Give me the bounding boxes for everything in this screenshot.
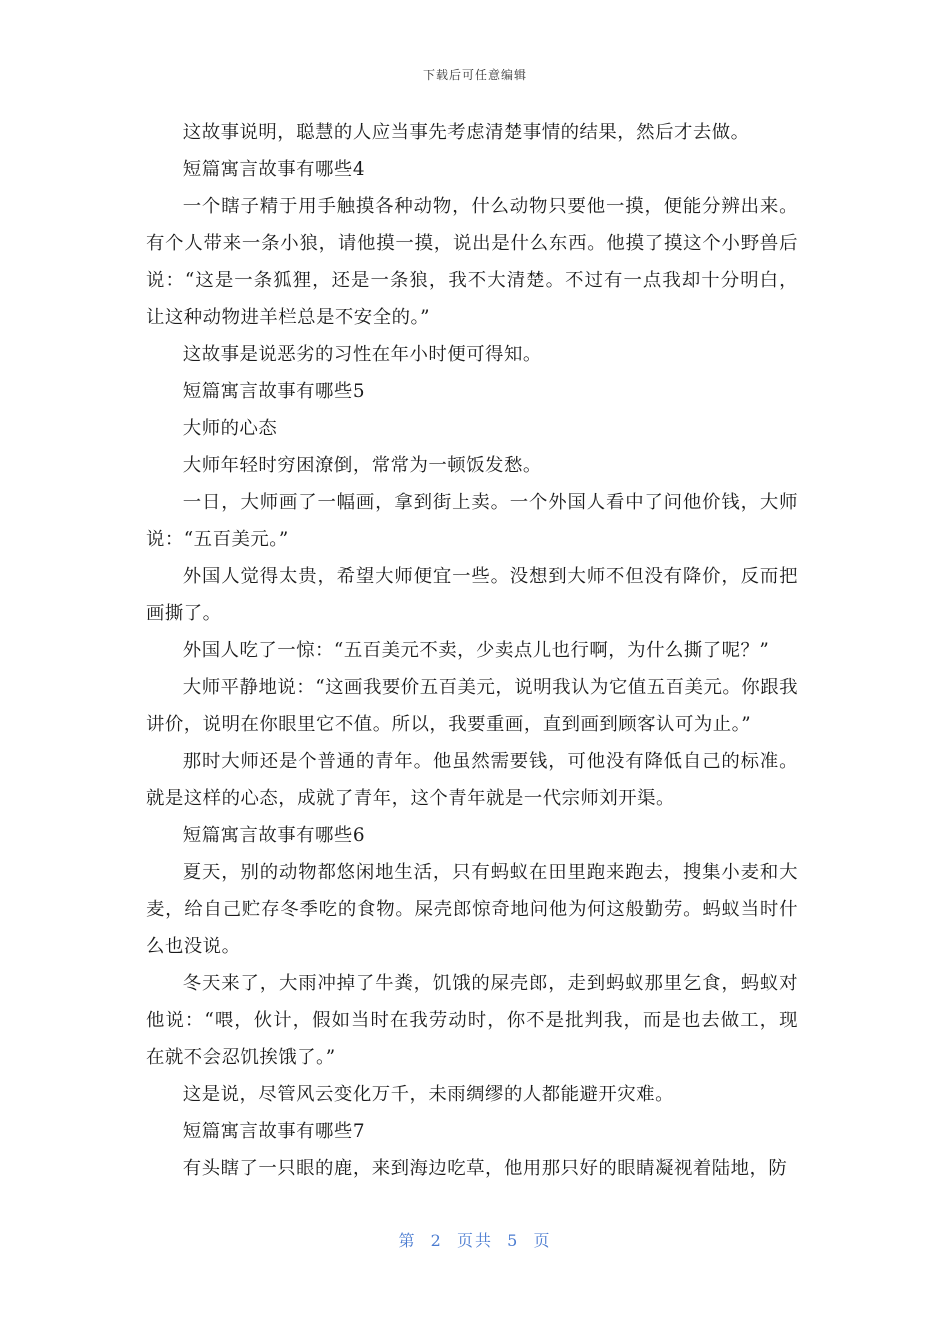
paragraph: 有头瞎了一只眼的鹿，来到海边吃草，他用那只好的眼睛凝视着陆地，防 <box>182 1158 788 1179</box>
paragraph: 一个瞎子精于用手触摸各种动物，什么动物只要他一摸，便能分辨出来。有个人带来一条小狼，请他摸一摸，说出是什么东西。他摸了摸这个小野兽后说：“这是一条狐狸，还是一条狼，我不大清楚。不过有一点我却十分明白，让这种动物进羊栏总是不安全的。” <box>146 196 798 328</box>
paragraph: 大师年轻时穷困潦倒，常常为一顿饭发愁。 <box>182 455 542 476</box>
footer-suffix: 页 <box>533 1231 552 1250</box>
footer-prefix: 第 <box>398 1231 417 1250</box>
section-heading: 短篇寓言故事有哪些4 <box>182 159 366 180</box>
paragraph: 这故事是说恶劣的习性在年小时便可得知。 <box>182 344 542 365</box>
section-heading: 短篇寓言故事有哪些6 <box>182 825 366 846</box>
paragraph: 这故事说明，聪慧的人应当事先考虑清楚事情的结果，然后才去做。 <box>182 122 750 143</box>
story-title: 大师的心态 <box>182 418 278 439</box>
page-header-note: 下载后可任意编辑 <box>422 68 527 82</box>
paragraph: 夏天，别的动物都悠闲地生活，只有蚂蚁在田里跑来跑去，搜集小麦和大麦，给自己贮存冬季吃的食物。屎壳郎惊奇地问他为何这般勤劳。蚂蚁当时什么也没说。 <box>146 862 798 957</box>
paragraph: 外国人觉得太贵，希望大师便宜一些。没想到大师不但没有降价，反而把画撕了。 <box>146 566 798 624</box>
footer-middle: 页共 <box>456 1231 493 1250</box>
document-body <box>146 114 798 1187</box>
footer-current-page: 2 <box>430 1231 443 1250</box>
page-footer <box>0 1228 950 1251</box>
paragraph: 冬天来了，大雨冲掉了牛粪，饥饿的屎壳郎，走到蚂蚁那里乞食，蚂蚁对他说：“喂，伙计，假如当时在我劳动时，你不是批判我，而是也去做工，现在就不会忍饥挨饿了。” <box>146 973 798 1068</box>
footer-total-pages: 5 <box>507 1231 520 1250</box>
paragraph: 那时大师还是个普通的青年。他虽然需要钱，可他没有降低自己的标准。就是这样的心态，成就了青年，这个青年就是一代宗师刘开渠。 <box>146 751 798 809</box>
section-heading: 短篇寓言故事有哪些5 <box>182 381 366 402</box>
paragraph: 一日，大师画了一幅画，拿到街上卖。一个外国人看中了问他价钱，大师说：“五百美元。” <box>146 492 798 550</box>
paragraph: 外国人吃了一惊：“五百美元不卖，少卖点儿也行啊，为什么撕了呢？” <box>182 640 770 661</box>
paragraph: 这是说，尽管风云变化万千，未雨绸缪的人都能避开灾难。 <box>182 1084 674 1105</box>
paragraph: 大师平静地说：“这画我要价五百美元，说明我认为它值五百美元。你跟我讲价，说明在你眼里它不值。所以，我要重画，直到画到顾客认可为止。” <box>146 677 798 735</box>
section-heading: 短篇寓言故事有哪些7 <box>182 1121 366 1142</box>
